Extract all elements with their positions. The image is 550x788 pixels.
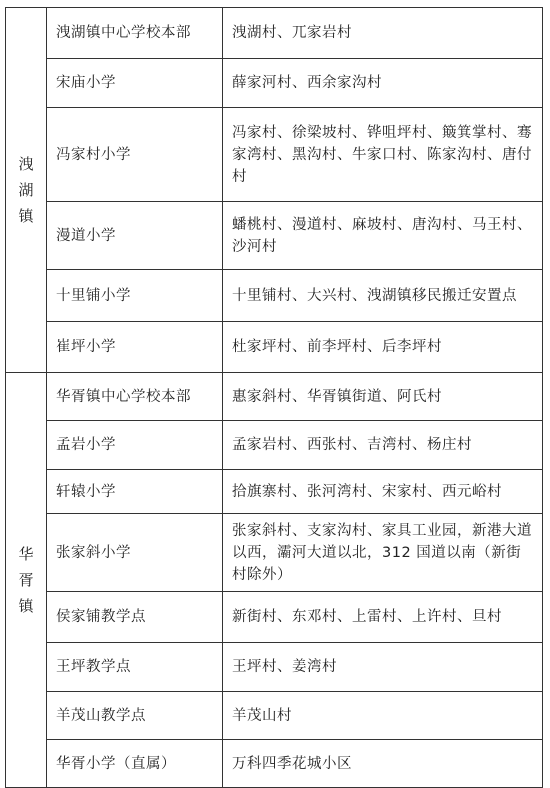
town-name: 洩湖镇 — [18, 155, 35, 225]
school-name: 轩辕小学 — [47, 470, 223, 514]
school-name: 羊茂山教学点 — [47, 692, 223, 740]
villages-cell: 十里铺村、大兴村、洩湖镇移民搬迁安置点 — [223, 270, 543, 322]
table-row — [6, 514, 543, 592]
villages-cell: 孟家岩村、西张村、吉湾村、杨庄村 — [223, 421, 543, 470]
school-name: 王坪教学点 — [47, 643, 223, 692]
villages-cell: 王坪村、姜湾村 — [223, 643, 543, 692]
school-name: 侯家铺教学点 — [47, 592, 223, 643]
table-row — [6, 322, 543, 373]
school-name: 漫道小学 — [47, 202, 223, 270]
table-row — [6, 202, 543, 270]
school-name: 华胥镇中心学校本部 — [47, 373, 223, 421]
school-name: 洩湖镇中心学校本部 — [47, 8, 223, 59]
table-row — [6, 270, 543, 322]
table-row — [6, 592, 543, 643]
table-row — [6, 470, 543, 514]
town-name: 华胥镇 — [18, 545, 35, 615]
villages-cell: 冯家村、徐梁坡村、铧咀坪村、簸箕掌村、骞家湾村、黑沟村、牛家口村、陈家沟村、唐付村 — [223, 108, 543, 202]
school-name: 张家斜小学 — [47, 514, 223, 592]
villages-cell: 万科四季花城小区 — [223, 740, 543, 788]
table-row — [6, 421, 543, 470]
villages-cell: 薛家河村、西余家沟村 — [223, 59, 543, 108]
school-name: 冯家村小学 — [47, 108, 223, 202]
villages-cell: 洩湖村、兀家岩村 — [223, 8, 543, 59]
school-zone-table — [5, 7, 543, 788]
villages-cell: 张家斜村、支家沟村、家具工业园，新港大道以西，灞河大道以北，312 国道以南（新街村除外） — [223, 514, 543, 592]
school-name: 崔坪小学 — [47, 322, 223, 373]
table-row — [6, 692, 543, 740]
villages-cell: 新街村、东邓村、上雷村、上许村、旦村 — [223, 592, 543, 643]
school-name: 宋庙小学 — [47, 59, 223, 108]
table-row — [6, 643, 543, 692]
table-row — [6, 59, 543, 108]
table-row — [6, 8, 543, 59]
school-name: 华胥小学（直属） — [47, 740, 223, 788]
town-cell — [6, 8, 47, 373]
table-row — [6, 373, 543, 421]
villages-cell: 羊茂山村 — [223, 692, 543, 740]
town-cell — [6, 373, 47, 788]
table-row — [6, 740, 543, 788]
villages-cell: 蟠桃村、漫道村、麻坡村、唐沟村、马王村、沙河村 — [223, 202, 543, 270]
villages-cell: 惠家斜村、华胥镇街道、阿氏村 — [223, 373, 543, 421]
villages-cell: 拾旗寨村、张河湾村、宋家村、西元峪村 — [223, 470, 543, 514]
school-name: 十里铺小学 — [47, 270, 223, 322]
villages-cell: 杜家坪村、前李坪村、后李坪村 — [223, 322, 543, 373]
school-name: 孟岩小学 — [47, 421, 223, 470]
table-row — [6, 108, 543, 202]
